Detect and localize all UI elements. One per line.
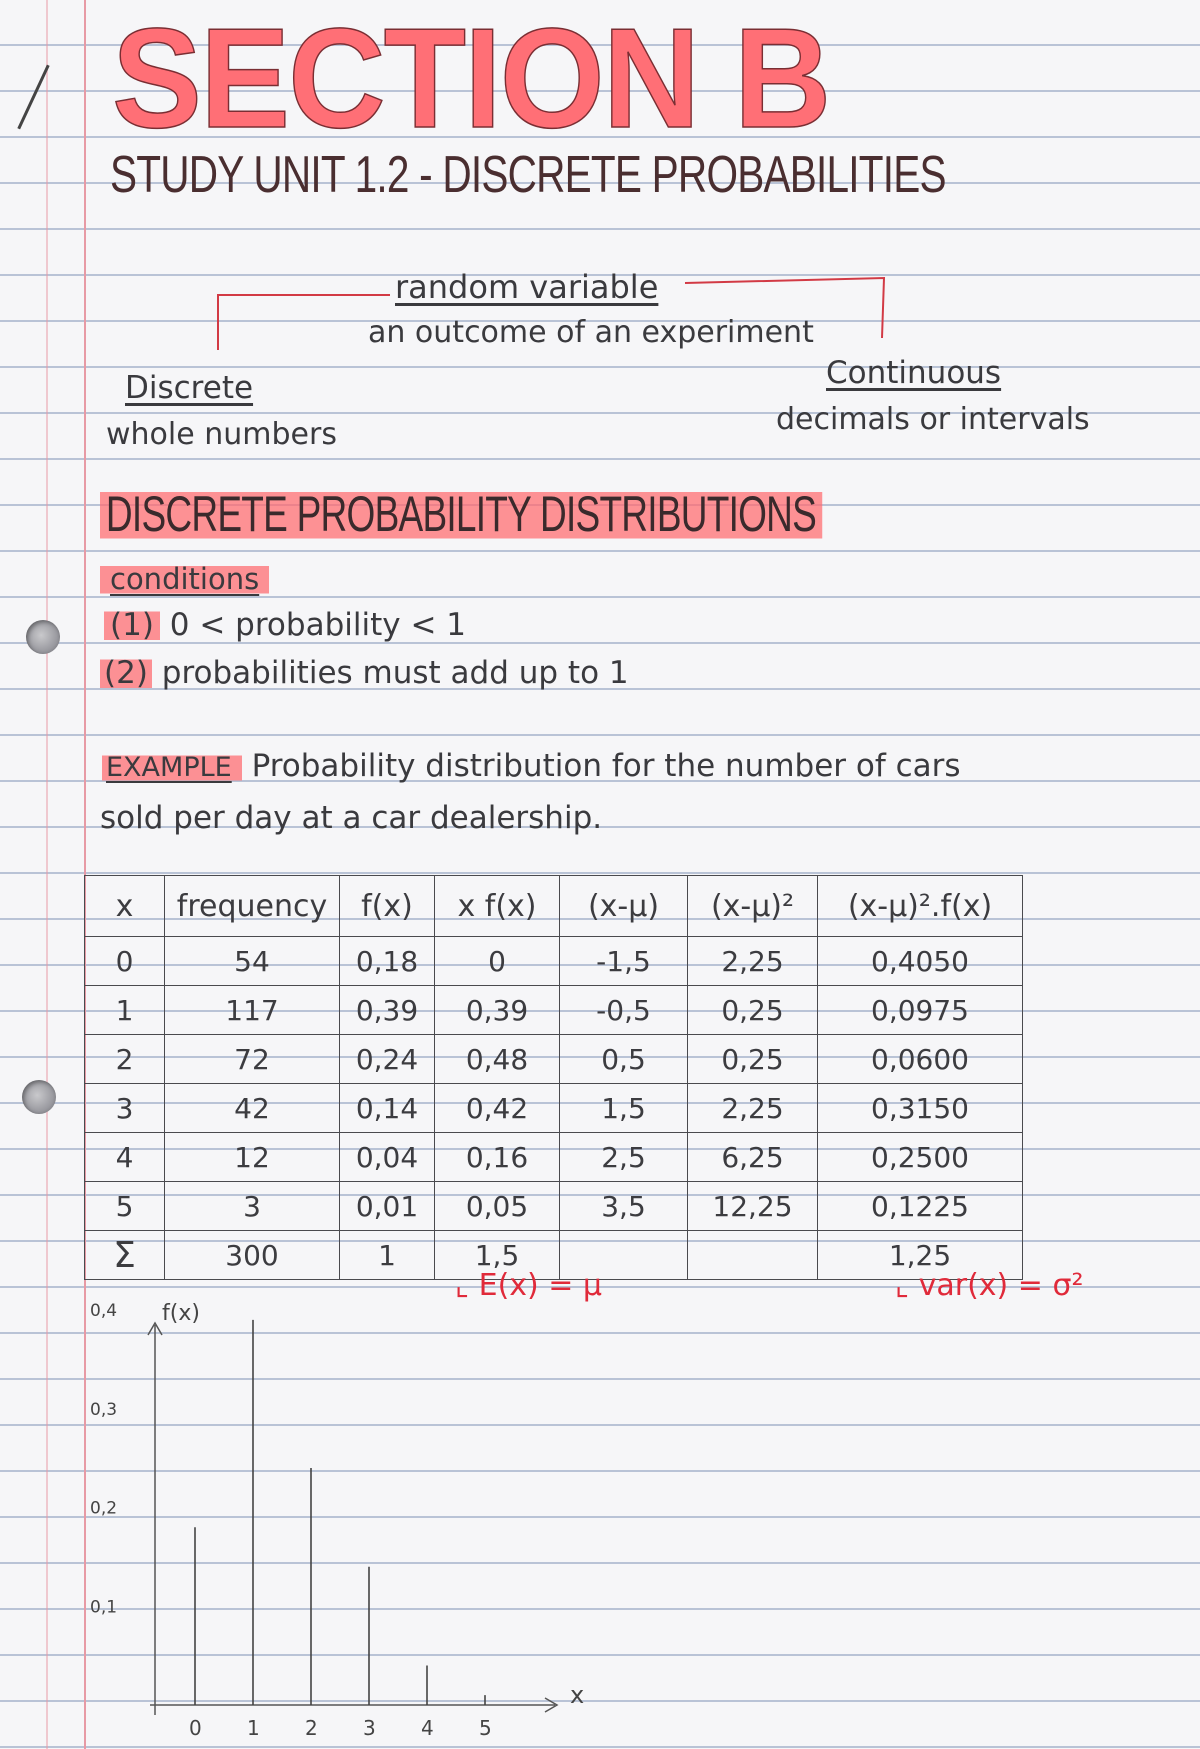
example-text-1: Probability distribution for the number of cars xyxy=(251,748,961,784)
cell-x-minus-mu: -1,5 xyxy=(560,937,688,986)
random-variable-bracket xyxy=(0,0,1200,360)
table-row xyxy=(85,986,1023,1035)
x-tick-label: 4 xyxy=(421,1716,434,1740)
example-label: EXAMPLE xyxy=(102,752,242,783)
x-tick-label: 0 xyxy=(189,1716,202,1740)
sum-symbol: Σ xyxy=(85,1231,165,1280)
cell-xfx: 0 xyxy=(435,937,560,986)
sum-frequency: 300 xyxy=(165,1231,340,1280)
cell-frequency: 54 xyxy=(165,937,340,986)
example-line-2: sold per day at a car dealership. xyxy=(100,800,603,836)
cell-x-minus-mu: 1,5 xyxy=(560,1084,688,1133)
table-header-row xyxy=(85,876,1023,937)
binder-hole-bottom xyxy=(22,1080,56,1114)
cell-frequency: 117 xyxy=(165,986,340,1035)
y-axis-label: f(x) xyxy=(162,1301,200,1326)
x-tick-label: 5 xyxy=(479,1716,492,1740)
discrete-note: whole numbers xyxy=(106,417,337,452)
cell-x: 2 xyxy=(85,1035,165,1084)
cell-x: 3 xyxy=(85,1084,165,1133)
cell-frequency: 12 xyxy=(165,1133,340,1182)
cell-x: 4 xyxy=(85,1133,165,1182)
study-unit-title: STUDY UNIT 1.2 - DISCRETE PROBABILITIES xyxy=(110,146,946,204)
y-tick-label: 0,1 xyxy=(90,1597,118,1618)
cell-weighted-sq: 0,3150 xyxy=(818,1084,1023,1133)
cell-xfx: 0,05 xyxy=(435,1182,560,1231)
cell-frequency: 42 xyxy=(165,1084,340,1133)
example-line-1 xyxy=(102,748,961,784)
cell-x: 0 xyxy=(85,937,165,986)
header-x-minus-mu: (x-μ) xyxy=(560,876,688,937)
probability-chart xyxy=(70,1280,630,1740)
condition-2-text: probabilities must add up to 1 xyxy=(161,655,629,691)
cell-x-minus-mu: 0,5 xyxy=(560,1035,688,1084)
variance-text: var(x) = σ² xyxy=(918,1268,1084,1303)
x-axis-label: x xyxy=(570,1681,585,1709)
expectation-hook: ⌞ xyxy=(455,1268,479,1303)
cell-x-minus-mu-sq: 0,25 xyxy=(688,986,818,1035)
table-row xyxy=(85,937,1023,986)
cell-fx: 0,14 xyxy=(340,1084,435,1133)
cell-weighted-sq: 0,4050 xyxy=(818,937,1023,986)
header-frequency: frequency xyxy=(165,876,340,937)
cell-weighted-sq: 0,0600 xyxy=(818,1035,1023,1084)
cell-x: 1 xyxy=(85,986,165,1035)
dpd-heading: DISCRETE PROBABILITY DISTRIBUTIONS xyxy=(100,485,822,543)
cell-x-minus-mu: 2,5 xyxy=(560,1133,688,1182)
cell-weighted-sq: 0,1225 xyxy=(818,1182,1023,1231)
cell-fx: 0,18 xyxy=(340,937,435,986)
header-x: x xyxy=(85,876,165,937)
cell-frequency: 72 xyxy=(165,1035,340,1084)
condition-1-number: (1) xyxy=(104,607,160,643)
continuous-note: decimals or intervals xyxy=(776,402,1090,437)
cell-frequency: 3 xyxy=(165,1182,340,1231)
y-tick-label: 0,3 xyxy=(90,1399,118,1420)
cell-x-minus-mu-sq: 2,25 xyxy=(688,1084,818,1133)
cell-weighted-sq: 0,0975 xyxy=(818,986,1023,1035)
header-fx: f(x) xyxy=(340,876,435,937)
continuous-label: Continuous xyxy=(826,355,1002,391)
table-row xyxy=(85,1084,1023,1133)
cell-x-minus-mu-sq: 0,25 xyxy=(688,1035,818,1084)
y-tick-label: 0,4 xyxy=(90,1301,118,1321)
condition-1 xyxy=(104,607,466,643)
header-xfx: x f(x) xyxy=(435,876,560,937)
cell-x-minus-mu: -0,5 xyxy=(560,986,688,1035)
chart-layer xyxy=(90,1301,584,1740)
cell-xfx: 0,16 xyxy=(435,1133,560,1182)
cell-fx: 0,24 xyxy=(340,1035,435,1084)
sum-xfx: 1,5 xyxy=(435,1231,560,1280)
variance-hook: ⌞ xyxy=(895,1268,919,1303)
condition-1-text: 0 < probability < 1 xyxy=(169,607,466,643)
header-weighted-sq: (x-μ)².f(x) xyxy=(818,876,1023,937)
distribution-table xyxy=(84,875,1023,1280)
cell-x-minus-mu: 3,5 xyxy=(560,1182,688,1231)
binder-hole-top xyxy=(26,620,60,654)
cell-x-minus-mu-sq: 6,25 xyxy=(688,1133,818,1182)
cell-weighted-sq: 0,2500 xyxy=(818,1133,1023,1182)
section-title: SECTION B xyxy=(112,0,830,158)
cell-xfx: 0,39 xyxy=(435,986,560,1035)
cell-x-minus-mu-sq: 2,25 xyxy=(688,937,818,986)
cell-fx: 0,01 xyxy=(340,1182,435,1231)
header-x-minus-mu-sq: (x-μ)² xyxy=(688,876,818,937)
cell-fx: 0,04 xyxy=(340,1133,435,1182)
variance-note xyxy=(895,1268,1084,1303)
table-row xyxy=(85,1182,1023,1231)
cell-x: 5 xyxy=(85,1182,165,1231)
expectation-text: E(x) = μ xyxy=(478,1268,603,1303)
condition-2-number: (2) xyxy=(100,655,152,691)
cell-xfx: 0,48 xyxy=(435,1035,560,1084)
x-tick-label: 2 xyxy=(305,1716,318,1740)
x-tick-label: 3 xyxy=(363,1716,376,1740)
cell-x-minus-mu-sq: 12,25 xyxy=(688,1182,818,1231)
table-row xyxy=(85,1035,1023,1084)
cell-xfx: 0,42 xyxy=(435,1084,560,1133)
random-variable-definition: an outcome of an experiment xyxy=(368,315,814,350)
x-tick-label: 1 xyxy=(247,1716,260,1740)
sum-x-minus-mu-sq xyxy=(688,1231,818,1280)
sum-fx: 1 xyxy=(340,1231,435,1280)
random-variable-label: random variable xyxy=(395,268,659,306)
conditions-label: conditions xyxy=(100,562,269,596)
discrete-label: Discrete xyxy=(125,370,254,406)
sum-weighted-sq: 1,25 xyxy=(818,1231,1023,1280)
table-row xyxy=(85,1133,1023,1182)
cell-fx: 0,39 xyxy=(340,986,435,1035)
condition-2 xyxy=(100,655,629,691)
y-tick-label: 0,2 xyxy=(90,1498,118,1519)
